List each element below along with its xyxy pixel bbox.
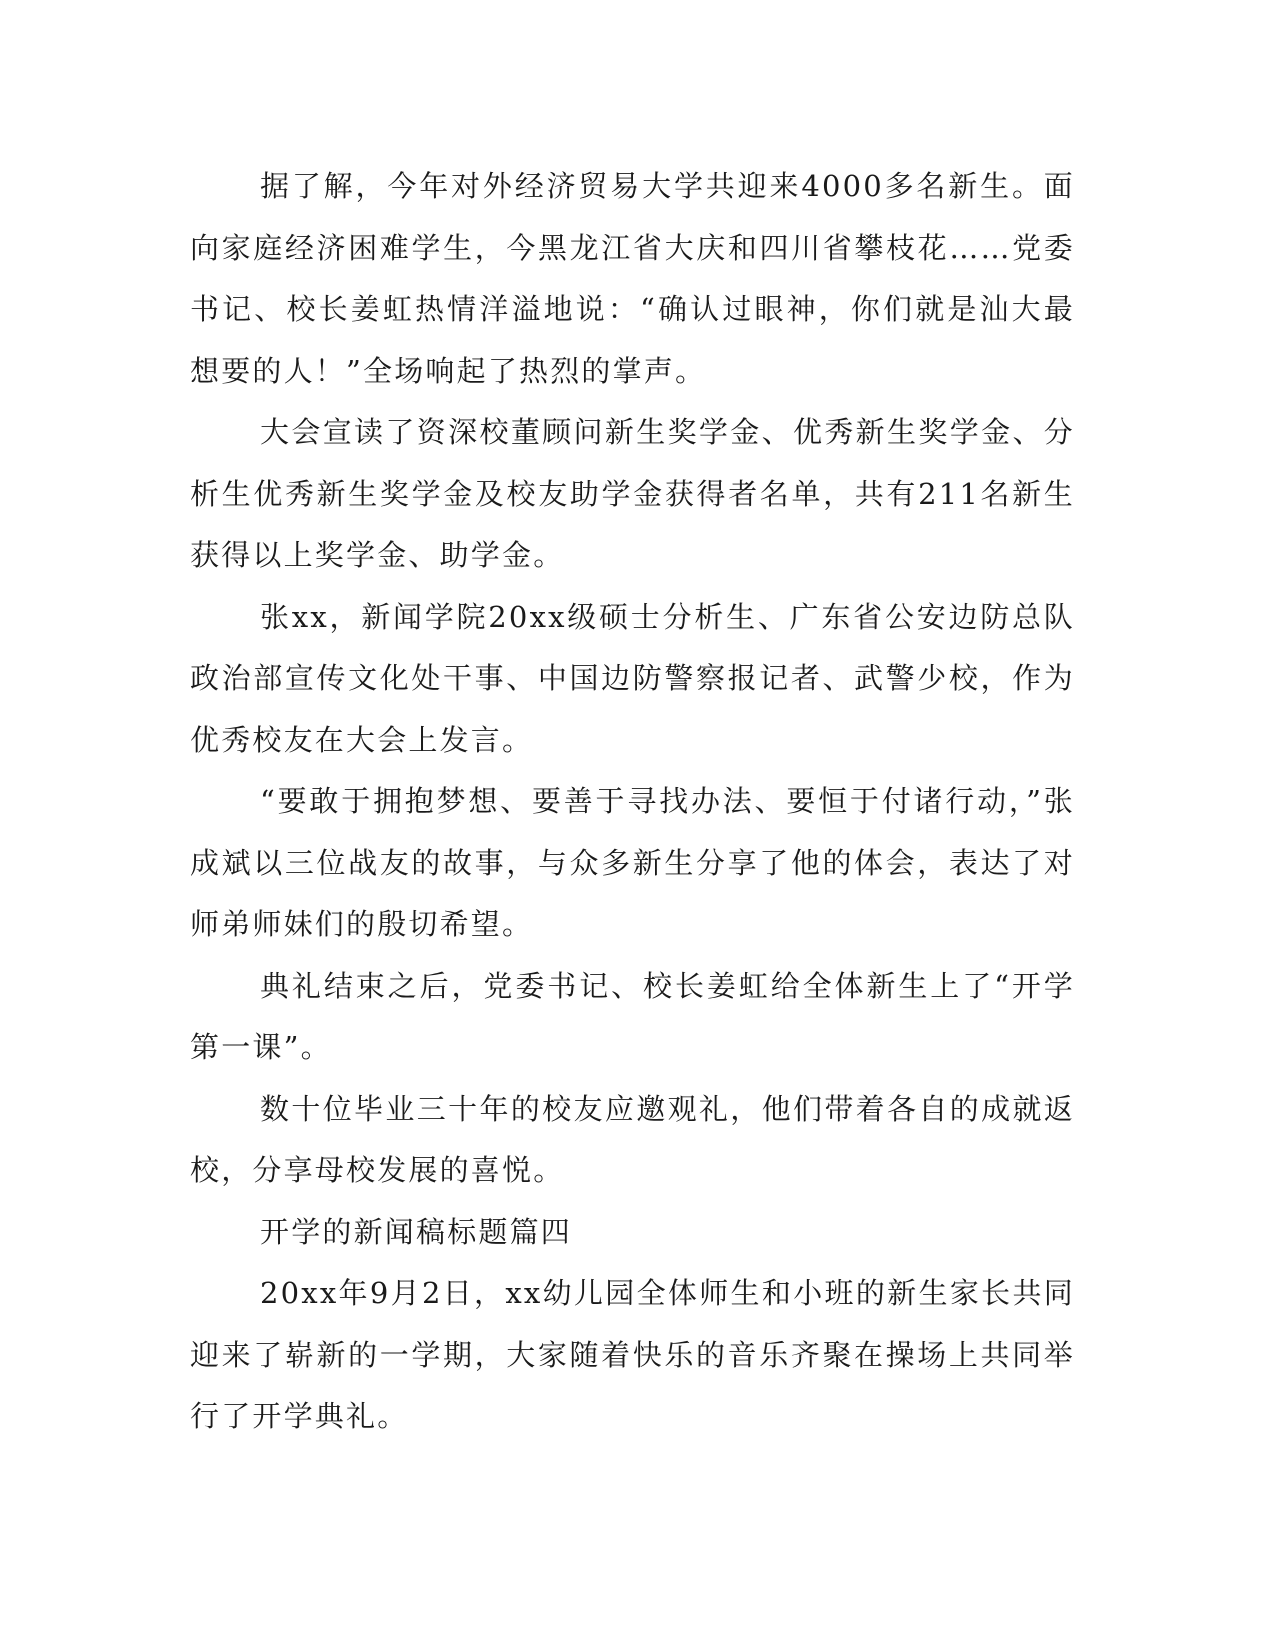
paragraph-scholarships: 大会宣读了资深校董顾问新生奖学金、优秀新生奖学金、分析生优秀新生奖学金及校友助学金获得者名单，共有211名新生获得以上奖学金、助学金。 xyxy=(190,415,1075,572)
paragraph-new-students: 据了解，今年对外经济贸易大学共迎来4000多名新生。面向家庭经济困难学生，今黑龙江省大庆和四川省攀枝花……党委书记、校长姜虹热情洋溢地说：“确认过眼神，你们就是汕大最想要的人！”全场响起了热烈的掌声。 xyxy=(190,169,1075,388)
paragraph-alumni-visit: 数十位毕业三十年的校友应邀观礼，他们带着各自的成就返校，分享母校发展的喜悦。 xyxy=(190,1091,1075,1187)
paragraph-speech-quote: “要敢于拥抱梦想、要善于寻找办法、要恒于付诸行动，”张成斌以三位战友的故事，与众多新生分享了他的体会，表达了对师弟师妹们的殷切希望。 xyxy=(190,784,1075,941)
paragraph-alumni-speaker: 张xx，新闻学院20xx级硕士分析生、广东省公安边防总队政治部宣传文化处干事、中国边防警察报记者、武警少校，作为优秀校友在大会上发言。 xyxy=(190,599,1075,757)
document-body xyxy=(190,156,1075,1448)
paragraph-first-lesson: 典礼结束之后，党委书记、校长姜虹给全体新生上了“开学第一课”。 xyxy=(190,968,1075,1064)
paragraph-kindergarten: 20xx年9月2日，xx幼儿园全体师生和小班的新生家长共同迎来了崭新的一学期，大家随着快乐的音乐齐聚在操场上共同举行了开学典礼。 xyxy=(190,1276,1075,1433)
section-heading: 开学的新闻稿标题篇四 xyxy=(260,1214,573,1249)
